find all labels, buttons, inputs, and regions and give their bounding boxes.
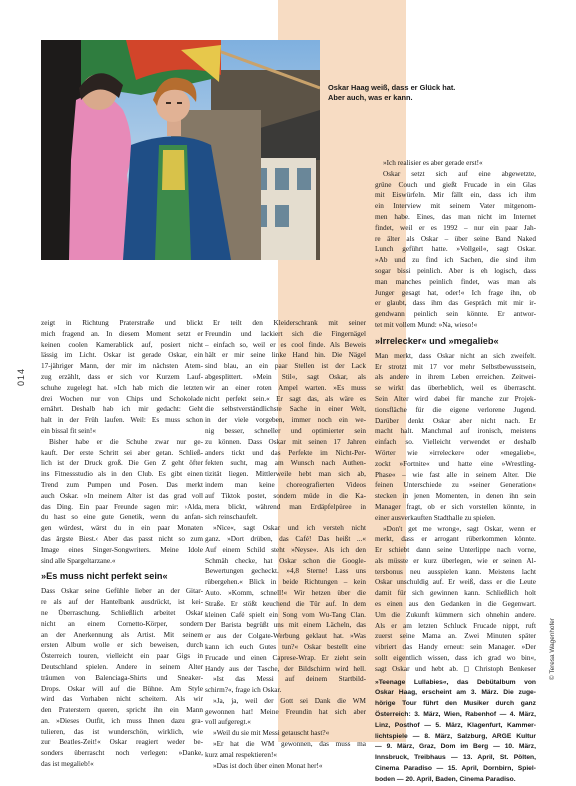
article-column-3: [375, 158, 536, 786]
text-line: Drops. Oskar will auf die Bühne. Am Style: [41, 684, 203, 693]
text-line: Oskar unschuldig auf. Er weiß, dass er die Leute: [375, 578, 536, 587]
text-line: tersbonus neu ausspielen kann. Meistens lacht: [375, 567, 536, 576]
text-line: fekten sucht, mag am Wunsch nach Authen-: [205, 459, 366, 468]
caption-line: Aber auch, was er kann.: [328, 93, 413, 102]
page-number: 014: [16, 367, 26, 386]
text-line: Darüber denkt Oskar aber nicht nach. Er: [375, 416, 536, 425]
text-line: nicht perfekt sein.« Er sagt das, als wäre es: [205, 394, 366, 403]
text-line: schirm?«, frage ich Oskar.: [205, 686, 282, 695]
text-line: auch Oskar. »In meinem Alter ist das grad voll: [41, 491, 203, 500]
tour-info-line: Österreich: 3. März, Wien, Rabenhof — 4. März,: [375, 711, 536, 719]
text-line: sich reinschaufelt.: [205, 513, 258, 522]
text-line: sind alle Spargeltarzane.«: [41, 556, 116, 565]
text-line: er aus der Colgate-Werbung geklaut hat. »Was: [205, 632, 366, 641]
text-line: rübergehen.« Blick in beide Richtungen – kein: [205, 578, 366, 587]
text-line: ein Interview mit seinem Vater mitgenom-: [375, 202, 536, 211]
subheading: »Irrelecker« und »megalieb«: [375, 335, 499, 346]
tour-info-line: — 9. März, Graz, Dom im Berg — 10. März,: [375, 743, 536, 751]
text-line: Frucade und einen Caprese-Wrap. Er zieht sein: [205, 653, 366, 662]
text-line: tizität liegen. Mittlerweile hebt man sich ab,: [205, 470, 366, 479]
text-line: voll aufgeregt.«: [205, 718, 251, 727]
text-line: schuhe zugelegt hat. »Ich hab mich die letzten: [41, 383, 203, 392]
text-line: Wörter wie »irrelecker« oder »megalieb«,: [375, 448, 536, 457]
photo-credit: © Teresa Wagenhofer: [549, 618, 556, 680]
article-column-1: [41, 318, 203, 770]
text-line: es einen aus den Gedanken in die Gegenwart.: [375, 600, 536, 609]
text-line: tet mit vollem Mund: »Na, wieso!«: [375, 320, 478, 329]
text-line: Image eines Singer-Songwriters. Meine Idole: [41, 545, 203, 554]
text-line: findet, weil er es 1992 – nur ein paar Jah-: [375, 223, 536, 232]
text-line: nicht an einem Cornetto-Körper, sondern: [41, 619, 203, 628]
text-line: den Praterstern queren, spricht ihn ein Mann: [41, 706, 203, 715]
text-line: Österreich touren, vielleicht ein paar Gigs in: [41, 652, 203, 661]
text-line: tulieren, das ist wunderschön, wirklich, wie: [41, 727, 203, 736]
text-line: gendwann peinlich sein könnte. Er antwor-: [375, 310, 536, 319]
text-line: ein bissal fit sein!«: [41, 426, 96, 435]
subheading: »Es muss nicht perfekt sein«: [41, 571, 168, 582]
tour-info-line: Cinema Paradiso — 15. April, Dornbirn, Spiel-: [375, 765, 536, 773]
text-line: ersten Album wolle er sich beweisen, durch: [41, 641, 203, 650]
tour-info-line: Oskar Haag, erscheint am 3. März. Die zuge-: [375, 689, 536, 697]
text-line: Sein Alter wird dabei für manche zur Projek-: [375, 394, 536, 403]
text-line: als andere in ihrem Leben erreichen. Zeitwei-: [375, 373, 536, 382]
text-line: Lunch geführt hatte. »Vollgeil«, sagt Oskar.: [375, 245, 536, 254]
text-line: grüne Couch und gießt Frucade in ein Glas: [375, 180, 536, 189]
text-line: 17-jähriger Mann, der mir im nächsten Atem-: [41, 362, 203, 371]
text-line: ganz. »Dort drüben, das Café! Das heißt ...«: [205, 534, 366, 543]
text-line: das Ding. Ein paar Freunde sagen mir: ›Alda,: [41, 502, 203, 511]
text-line: gen würdest, wärst du in ein paar Monaten: [41, 524, 203, 533]
text-line: »Er hat die WM gewonnen, das muss ma: [213, 740, 366, 749]
article-column-2: [205, 318, 366, 771]
text-line: kauft. Der erste Schritt sei aber getan. Schließ-: [41, 448, 203, 457]
text-line: se wirkt das überheblich, weil es überrascht.: [375, 384, 536, 393]
text-line: zockt »Fortnite« und hatte eine »Wrestling-: [375, 459, 536, 468]
text-line: Handy aus der Tasche, der Bildschirm wird hell.: [205, 664, 366, 673]
text-line: Man merkt, dass Oskar nicht an sich zweifelt.: [375, 351, 536, 360]
text-line: zur Beatles-Zeit!« Oskar reagiert weder be-: [41, 738, 203, 747]
text-line: wird das Vorhaben nicht scheitern. Als wir: [41, 695, 203, 704]
text-line: Straße. Er stößt keuchend die Tür auf. In dem: [205, 599, 366, 608]
text-line: gewonnen hat! Meine Freundin hat sich aber: [205, 707, 366, 716]
text-line: als müsste er kurz überlegen, wie er seinen Al-: [375, 556, 536, 565]
text-line: damit für sich gewinnen kann. Schließlich holt: [375, 589, 536, 598]
text-line: men habe. Eines, das man nicht im Internet: [375, 212, 536, 221]
text-line: Deutschland spielen. Andere in seinem Alter: [41, 662, 203, 671]
text-line: ins Fitnessstudio als in den Club. Es gibt einen: [41, 470, 203, 479]
tour-info-line: lichtspiele — 8. März, Salzburg, ARGE Kultur: [375, 732, 536, 740]
text-line: sogar bissi peinlich. Aber is eh logisch, dass: [375, 266, 536, 275]
text-line: sagt Oskar und hebt ab. ◻ Christoph Benkeser: [375, 664, 536, 673]
text-line: Auto. »Komm, schnell!« Wir hetzen über die: [205, 588, 366, 597]
text-line: Auf einem Schild steht »Neyse«. Als ich den: [205, 545, 366, 554]
tour-info-line: hörige Tour führt den Musiker durch ganz: [375, 700, 536, 708]
text-line: Um die Zukunft kümmern sich ohnehin andere.: [375, 610, 536, 619]
text-line: »Ja, ja, weil der Gott sei Dank die WM: [213, 696, 366, 705]
text-line: lässig im Licht. Oskar ist gerade Oskar, ein: [41, 351, 203, 360]
text-line: mit Eiswürfeln. Mir fällt ein, dass ich ihm: [375, 191, 536, 200]
text-line: halt in der Früh laufen. Weil: Es muss schon: [41, 416, 203, 425]
text-line: »Das ist doch über einen Monat her!«: [213, 761, 323, 770]
text-line: »Nice«, sagt Oskar und ich versteh nicht: [213, 524, 366, 533]
text-line: hält er mir seine linke Hand hin. Die Nägel: [205, 351, 366, 360]
tour-info-line: Linz, Posthof — 5. März, Klagenfurt, Kammer-: [375, 721, 536, 729]
photo-caption: [328, 83, 478, 103]
text-line: zeigt in Richtung Praterstraße und blickt: [41, 319, 203, 327]
text-line: zug erzählt, dass er sich vor Kurzem Lauf-: [41, 372, 203, 381]
text-line: macht halt. Manchmal auf ironisch, meistens: [375, 427, 536, 436]
text-line: re als auf der Hantelbank ausdrückt, ist kei-: [41, 598, 203, 607]
text-line: du hast so eine gute Genetik, wenn du anfan-: [41, 513, 203, 522]
text-line: anders tickt und das Perfekte im Nicht-Per-: [205, 448, 366, 457]
text-line: abgesplittert. »Mein Stil«, sagt Oskar, als: [205, 372, 366, 381]
text-line: Bisher habe er die Schuhe zwar nur ge-: [49, 437, 203, 446]
text-line: sonders überrascht noch verlegen: »Danke,: [41, 749, 203, 758]
text-line: Der Barista begrüßt uns mit einem Lächeln, das: [205, 621, 366, 630]
tour-info-line: »Teenage Lullabies«, das Debütalbum von: [375, 678, 536, 686]
text-line: Als er am letzten Schluck Frucade nippt, ruft: [375, 621, 536, 630]
text-line: Manager fragt, ob er sich vorstellen könnte, in: [375, 502, 536, 511]
text-line: sollt eigentlich wissen, dass ich grad wo bin«,: [375, 654, 536, 663]
text-line: man manches peinlich findet, was man als: [375, 277, 536, 286]
text-line: »Ich realisier es aber gerade erst!«: [383, 159, 483, 167]
text-line: sind blau, an ein paar Stellen ist der Lack: [205, 362, 366, 371]
text-line: drei Wochen nur von Chips und Schokolade: [41, 394, 203, 403]
text-line: merkt, dass er arrogant rüberkommen könnte.: [375, 535, 536, 544]
text-line: Trend zum Pumpen und Posen. Das merkt: [41, 480, 203, 489]
text-line: tionsfläche für die eigene verlorene Jugend.: [375, 405, 536, 414]
text-line: lich ist der Druck groß. Die Gen Z geht öfter: [41, 459, 203, 468]
text-line: »Weil du sie mit Messi getauscht hast?«: [213, 729, 330, 738]
text-line: mera blickt, während man Erdäpfelpüree in: [205, 502, 366, 511]
text-line: wir an einer roten Ampel warten. »Es muss: [205, 383, 366, 392]
text-line: Er strotzt mit 17 vor mehr Selbstbewusstsein,: [375, 362, 536, 371]
text-line: an. »Dieses Outfit, ich muss Ihnen dazu gra-: [41, 716, 203, 725]
text-line: ernährt. Deshalb hab ich mir gedacht: Geht: [41, 405, 203, 414]
text-line: »Ist das Messi auf deinem Startbild-: [213, 675, 366, 684]
text-line: das ärgste Biest.‹ Aber das passt nicht so zum: [41, 534, 203, 543]
text-line: an der Anerkennung als Artist. Mit seinem: [41, 630, 203, 639]
text-line: indem man keine choreografierten Videos: [205, 480, 366, 489]
text-line: Er teilt den Kleiderschrank mit seiner: [213, 319, 366, 327]
text-line: zu können. Dass Oskar mit seinen 17 Jahren: [205, 437, 366, 446]
text-line: das ist megalieb!«: [41, 760, 94, 769]
text-line: Dass Oskar seine Gefühle lieber an der Gitar-: [41, 587, 203, 596]
text-line: mich fragend an. In diesem Moment setzt er: [41, 329, 203, 338]
text-line: Junger gesagt hat, oder!« Ich frage ihn, ob: [375, 288, 536, 297]
text-line: einfach so. Vielleicht verwendet er deshalb: [375, 438, 536, 447]
text-line: zuerst seine Mama an. Zwei Minuten später: [375, 632, 536, 641]
text-line: Oskar setzt sich auf eine abgewetzte,: [383, 169, 536, 178]
tour-info-line: Innsbruck, Treibhaus — 13. April, St. Pölten,: [375, 754, 536, 762]
text-line: feinen Unterschiede zu »seiner Generation«: [375, 481, 536, 490]
text-line: träumen von Balenciaga-Shirts und Sneaker-: [41, 673, 203, 682]
text-line: Bewertungen gecheckt. »4,8 Sterne! Lass uns: [205, 567, 366, 576]
text-line: die selbstverständlichste Sache in einer Welt,: [205, 405, 366, 414]
text-line: stecken in jenen Momenten, in denen ihn sein: [375, 492, 536, 501]
text-line: Phase« – wie fast alle in seinem Alter. Die: [375, 470, 536, 479]
text-line: nig besser, schneller und optimierter sein: [205, 426, 366, 435]
tour-info-line: boden — 20. April, Baden, Cinema Paradiso.: [375, 775, 516, 783]
text-line: keinen coolen Kamerablick auf, posiert nicht: [41, 340, 203, 349]
text-line: re älter als Oskar – über seine Band Naked: [375, 234, 536, 243]
text-line: »Don't get me wrong«, sagt Oskar, wenn er: [383, 524, 536, 533]
text-line: Freundin und lackiert sich die Fingernägel: [205, 329, 366, 338]
text-line: kann ich euch Gutes tun?« Oskar bestellt eine: [205, 642, 366, 651]
article-photo: [41, 40, 320, 260]
text-line: – einfach so, weil er es cool finde. Als Beweis: [205, 340, 366, 349]
caption-line: Oskar Haag weiß, dass er Glück hat.: [328, 83, 456, 92]
text-line: »Ab und zu find ich Sachen, die sind ihm: [375, 256, 536, 265]
text-line: er glaubt, dass ihm das Gespräch mit mir ir-: [375, 299, 536, 308]
text-line: in der viele vorgeben, immer noch ein we-: [205, 416, 366, 425]
text-line: einer ausverkauften Stadthalle zu spielen.: [375, 513, 496, 522]
text-line: ne Überraschung. Schließlich arbeitet Oskar: [41, 608, 203, 617]
text-line: kleinen Café spielt ein Song vom Wu-Tang Clan.: [205, 610, 366, 619]
text-line: auf Tiktok postet, sondern müde in die Ka-: [205, 491, 366, 500]
text-line: kurz amal respektieren!«: [205, 750, 278, 759]
text-line: Er schiebt dann seine Unterlippe nach vorne,: [375, 546, 536, 555]
text-line: Schmäh checke, hat Oskar schon die Google-: [205, 556, 366, 565]
text-line: vibriert das Handy erneut: sein Manager. »Der: [375, 643, 536, 652]
